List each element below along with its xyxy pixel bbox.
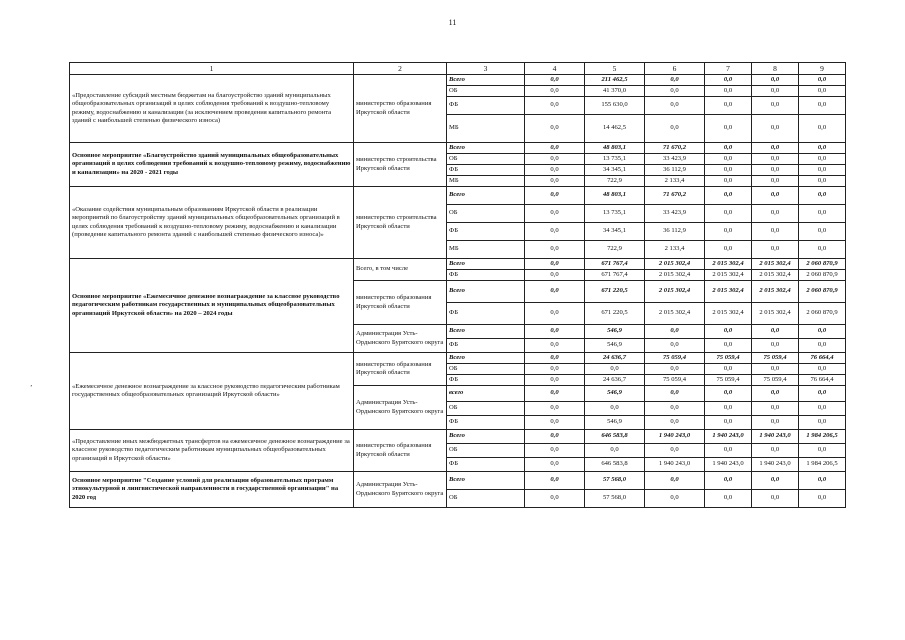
amount-cell: 0,0 (705, 165, 752, 176)
amount-cell: 0,0 (799, 143, 846, 154)
amount-cell: 0,0 (645, 75, 705, 86)
amount-cell: 0,0 (799, 472, 846, 490)
amount-cell: 0,0 (705, 205, 752, 223)
amount-cell: 0,0 (525, 205, 585, 223)
funding-source: ОБ (447, 86, 525, 97)
amount-cell: 0,0 (752, 205, 799, 223)
amount-cell: 0,0 (705, 416, 752, 430)
funding-source: Всего (447, 325, 525, 339)
executor: министерство образования Иркутской области (354, 75, 447, 143)
amount-cell: 155 630,0 (585, 97, 645, 115)
amount-cell: 0,0 (799, 444, 846, 458)
amount-cell: 546,9 (585, 416, 645, 430)
funding-source: ФБ (447, 270, 525, 281)
header-cell: 5 (585, 63, 645, 75)
header-cell: 9 (799, 63, 846, 75)
funding-source: Всего (447, 259, 525, 270)
amount-cell: 0,0 (705, 97, 752, 115)
funding-source: всего (447, 386, 525, 402)
amount-cell: 1 940 243,0 (645, 458, 705, 472)
amount-cell: 546,9 (585, 386, 645, 402)
amount-cell: 0,0 (525, 115, 585, 143)
amount-cell: 0,0 (525, 386, 585, 402)
amount-cell: 24 636,7 (585, 375, 645, 386)
amount-cell: 13 735,1 (585, 154, 645, 165)
funding-source: ФБ (447, 223, 525, 241)
amount-cell: 0,0 (645, 325, 705, 339)
amount-cell: 0,0 (799, 325, 846, 339)
activity-description: «Предоставление иных межбюджетных трансфертов на ежемесячное денежное вознаграждение за классное руководство педагогическим работникам муниципальных общеобразовательных организаций в Иркутской области» (70, 430, 354, 472)
amount-cell: 0,0 (525, 430, 585, 444)
amount-cell: 0,0 (799, 165, 846, 176)
amount-cell: 0,0 (705, 472, 752, 490)
amount-cell: 75 059,4 (752, 353, 799, 364)
amount-cell: 2 015 302,4 (752, 303, 799, 325)
amount-cell: 0,0 (525, 187, 585, 205)
amount-cell: 71 670,2 (645, 143, 705, 154)
amount-cell: 2 133,4 (645, 241, 705, 259)
amount-cell: 0,0 (645, 416, 705, 430)
executor: министерство образования Иркутской области (354, 281, 447, 325)
amount-cell: 0,0 (525, 303, 585, 325)
funding-source: ОБ (447, 402, 525, 416)
amount-cell: 1 940 243,0 (705, 458, 752, 472)
funding-source: МБ (447, 115, 525, 143)
amount-cell: 0,0 (752, 165, 799, 176)
amount-cell: 0,0 (705, 386, 752, 402)
amount-cell: 0,0 (645, 115, 705, 143)
amount-cell: 0,0 (705, 402, 752, 416)
amount-cell: 76 664,4 (799, 353, 846, 364)
funding-source: ФБ (447, 165, 525, 176)
amount-cell: 646 583,8 (585, 458, 645, 472)
amount-cell: 0,0 (645, 86, 705, 97)
amount-cell: 0,0 (525, 86, 585, 97)
amount-cell: 0,0 (585, 364, 645, 375)
table-row (70, 143, 846, 154)
amount-cell: 0,0 (525, 75, 585, 86)
amount-cell: 0,0 (705, 241, 752, 259)
amount-cell: 0,0 (752, 416, 799, 430)
amount-cell: 0,0 (585, 402, 645, 416)
amount-cell: 2 015 302,4 (645, 259, 705, 270)
amount-cell: 2 015 302,4 (645, 270, 705, 281)
amount-cell: 1 940 243,0 (645, 430, 705, 444)
amount-cell: 722,9 (585, 241, 645, 259)
amount-cell: 0,0 (752, 176, 799, 187)
activity-description: Основное мероприятие «Благоустройство зданий муниципальных общеобразовательных организаций в целях соблюдения требований к воздушно-тепловому режиму, водоснабжению и канализации» на 2020 - 2021 годы (70, 143, 354, 187)
amount-cell: 0,0 (525, 270, 585, 281)
executor: Администрация Усть-Ордынского Бурятского округа (354, 472, 447, 508)
amount-cell: 671 767,4 (585, 270, 645, 281)
amount-cell: 33 423,9 (645, 154, 705, 165)
amount-cell: 2 015 302,4 (705, 270, 752, 281)
amount-cell: 0,0 (799, 223, 846, 241)
amount-cell: 2 060 870,9 (799, 281, 846, 303)
amount-cell: 0,0 (645, 364, 705, 375)
amount-cell: 0,0 (525, 458, 585, 472)
funding-source: ФБ (447, 375, 525, 386)
amount-cell: 0,0 (525, 472, 585, 490)
amount-cell: 0,0 (705, 490, 752, 508)
amount-cell: 13 735,1 (585, 205, 645, 223)
amount-cell: 48 803,1 (585, 187, 645, 205)
amount-cell: 0,0 (752, 402, 799, 416)
funding-source: Всего (447, 281, 525, 303)
table-row (70, 430, 846, 444)
amount-cell: 0,0 (799, 205, 846, 223)
funding-source: Всего (447, 75, 525, 86)
amount-cell: 34 345,1 (585, 223, 645, 241)
amount-cell: 1 984 206,5 (799, 458, 846, 472)
funding-source: ФБ (447, 97, 525, 115)
amount-cell: 1 940 243,0 (752, 430, 799, 444)
amount-cell: 0,0 (752, 86, 799, 97)
amount-cell: 546,9 (585, 325, 645, 339)
amount-cell: 0,0 (645, 339, 705, 353)
funding-source: ОБ (447, 490, 525, 508)
funding-source: Всего (447, 472, 525, 490)
amount-cell: 0,0 (645, 490, 705, 508)
amount-cell: 0,0 (525, 364, 585, 375)
table-row (70, 353, 846, 364)
table-row (70, 259, 846, 270)
amount-cell: 2 015 302,4 (752, 270, 799, 281)
amount-cell: 41 370,0 (585, 86, 645, 97)
funding-source: МБ (447, 241, 525, 259)
amount-cell: 0,0 (525, 143, 585, 154)
amount-cell: 0,0 (525, 176, 585, 187)
amount-cell: 646 583,8 (585, 430, 645, 444)
amount-cell: 0,0 (705, 86, 752, 97)
amount-cell: 0,0 (645, 444, 705, 458)
activity-description: Основное мероприятие "Создание условий для реализации образовательных программ этнокультурной и лингвистической направленности в государственной организации" на 2020 год (70, 472, 354, 508)
amount-cell: 0,0 (752, 143, 799, 154)
margin-mark: ʼ (30, 384, 33, 392)
amount-cell: 75 059,4 (752, 375, 799, 386)
amount-cell: 75 059,4 (705, 353, 752, 364)
table-row (70, 187, 846, 205)
amount-cell: 2 015 302,4 (705, 303, 752, 325)
amount-cell: 1 940 243,0 (705, 430, 752, 444)
amount-cell: 0,0 (799, 364, 846, 375)
amount-cell: 0,0 (752, 115, 799, 143)
funding-source: ОБ (447, 205, 525, 223)
amount-cell: 0,0 (752, 97, 799, 115)
activity-description: «Оказание содействия муниципальным образованиям Иркутской области в реализации мероприятий по благоустройству зданий муниципальных общеобразовательных организаций в целях соблюдения требований к воздушно-тепловому режиму, водоснабжению и канализации (проведение капитального ремонта зданий с наибольшей степенью физического износа)» (70, 187, 354, 259)
amount-cell: 48 803,1 (585, 143, 645, 154)
amount-cell: 0,0 (525, 97, 585, 115)
header-cell: 3 (447, 63, 525, 75)
amount-cell: 0,0 (525, 281, 585, 303)
amount-cell: 0,0 (525, 325, 585, 339)
amount-cell: 0,0 (645, 472, 705, 490)
table-row (70, 472, 846, 490)
funding-source: ФБ (447, 416, 525, 430)
amount-cell: 2 015 302,4 (752, 281, 799, 303)
funding-source: ФБ (447, 303, 525, 325)
executor: Администрация Усть-Ордынского Бурятского округа (354, 325, 447, 353)
header-cell: 2 (354, 63, 447, 75)
page-number: 11 (448, 18, 457, 27)
amount-cell: 2 015 302,4 (752, 259, 799, 270)
amount-cell: 0,0 (799, 176, 846, 187)
amount-cell: 0,0 (525, 375, 585, 386)
funding-source: ФБ (447, 339, 525, 353)
amount-cell: 0,0 (799, 115, 846, 143)
amount-cell: 76 664,4 (799, 375, 846, 386)
amount-cell: 0,0 (799, 402, 846, 416)
amount-cell: 1 984 206,5 (799, 430, 846, 444)
executor: Всего, в том числе (354, 259, 447, 281)
amount-cell: 0,0 (645, 97, 705, 115)
amount-cell: 0,0 (525, 241, 585, 259)
amount-cell: 2 015 302,4 (645, 281, 705, 303)
amount-cell: 0,0 (645, 402, 705, 416)
amount-cell: 71 670,2 (645, 187, 705, 205)
header-cell: 4 (525, 63, 585, 75)
activity-description: «Ежемесячное денежное вознаграждение за классное руководство педагогическим работникам государственных общеобразовательных организаций Иркутской области» (70, 353, 354, 430)
amount-cell: 2 060 870,9 (799, 259, 846, 270)
amount-cell: 57 568,0 (585, 490, 645, 508)
amount-cell: 0,0 (525, 444, 585, 458)
amount-cell: 0,0 (705, 187, 752, 205)
amount-cell: 34 345,1 (585, 165, 645, 176)
amount-cell: 0,0 (705, 223, 752, 241)
amount-cell: 0,0 (525, 154, 585, 165)
amount-cell: 0,0 (525, 416, 585, 430)
funding-source: ОБ (447, 444, 525, 458)
amount-cell: 0,0 (799, 339, 846, 353)
amount-cell: 0,0 (752, 490, 799, 508)
amount-cell: 0,0 (705, 143, 752, 154)
amount-cell: 0,0 (752, 75, 799, 86)
amount-cell: 2 060 870,9 (799, 270, 846, 281)
amount-cell: 14 462,5 (585, 115, 645, 143)
amount-cell: 0,0 (705, 325, 752, 339)
amount-cell: 0,0 (705, 444, 752, 458)
amount-cell: 0,0 (752, 472, 799, 490)
amount-cell: 0,0 (752, 325, 799, 339)
amount-cell: 2 015 302,4 (705, 259, 752, 270)
amount-cell: 0,0 (752, 241, 799, 259)
amount-cell: 0,0 (525, 490, 585, 508)
amount-cell: 0,0 (799, 75, 846, 86)
amount-cell: 75 059,4 (705, 375, 752, 386)
amount-cell: 0,0 (705, 176, 752, 187)
executor: министерство строительства Иркутской области (354, 187, 447, 259)
budget-table (69, 62, 846, 508)
amount-cell: 0,0 (585, 444, 645, 458)
amount-cell: 0,0 (705, 154, 752, 165)
amount-cell: 75 059,4 (645, 375, 705, 386)
amount-cell: 75 059,4 (645, 353, 705, 364)
amount-cell: 0,0 (752, 444, 799, 458)
funding-source: ОБ (447, 364, 525, 375)
header-cell: 8 (752, 63, 799, 75)
amount-cell: 671 220,5 (585, 303, 645, 325)
funding-source: Всего (447, 187, 525, 205)
amount-cell: 1 940 243,0 (752, 458, 799, 472)
amount-cell: 2 015 302,4 (705, 281, 752, 303)
amount-cell: 0,0 (799, 187, 846, 205)
funding-source: Всего (447, 143, 525, 154)
amount-cell: 2 060 870,9 (799, 303, 846, 325)
executor: министерство образования Иркутской области (354, 430, 447, 472)
amount-cell: 0,0 (752, 187, 799, 205)
amount-cell: 0,0 (705, 75, 752, 86)
amount-cell: 57 568,0 (585, 472, 645, 490)
amount-cell: 0,0 (752, 223, 799, 241)
amount-cell: 0,0 (525, 223, 585, 241)
header-cell: 1 (70, 63, 354, 75)
table-row (70, 75, 846, 86)
funding-source: ОБ (447, 154, 525, 165)
header-row (70, 63, 846, 75)
amount-cell: 0,0 (525, 402, 585, 416)
amount-cell: 0,0 (752, 154, 799, 165)
funding-source: ФБ (447, 458, 525, 472)
amount-cell: 211 462,5 (585, 75, 645, 86)
amount-cell: 0,0 (525, 165, 585, 176)
executor: министерство строительства Иркутской области (354, 143, 447, 187)
funding-source: Всего (447, 353, 525, 364)
amount-cell: 0,0 (799, 97, 846, 115)
funding-source: МБ (447, 176, 525, 187)
amount-cell: 0,0 (752, 386, 799, 402)
amount-cell: 671 767,4 (585, 259, 645, 270)
amount-cell: 0,0 (525, 339, 585, 353)
header-cell: 7 (705, 63, 752, 75)
amount-cell: 671 220,5 (585, 281, 645, 303)
amount-cell: 0,0 (705, 364, 752, 375)
amount-cell: 0,0 (525, 259, 585, 270)
activity-description: «Предоставление субсидий местным бюджетам на благоустройство зданий муниципальных общеобразовательных организаций в целях соблюдения требований к воздушно-тепловому режиму, водоснабжению и канализации (за исключением проведения капитального ремонта зданий с наибольшей степенью физического износа) (70, 75, 354, 143)
amount-cell: 722,9 (585, 176, 645, 187)
amount-cell: 0,0 (645, 386, 705, 402)
amount-cell: 0,0 (752, 339, 799, 353)
amount-cell: 546,9 (585, 339, 645, 353)
amount-cell: 2 133,4 (645, 176, 705, 187)
amount-cell: 0,0 (752, 364, 799, 375)
amount-cell: 24 636,7 (585, 353, 645, 364)
header-cell: 6 (645, 63, 705, 75)
amount-cell: 0,0 (525, 353, 585, 364)
amount-cell: 0,0 (705, 115, 752, 143)
amount-cell: 0,0 (799, 86, 846, 97)
activity-description: Основное мероприятие «Ежемесячное денежное вознаграждение за классное руководство педагогическим работникам государственных и муниципальных общеобразовательных организаций Иркутской области» на 2020 – 2024 годы (70, 259, 354, 353)
amount-cell: 33 423,9 (645, 205, 705, 223)
amount-cell: 0,0 (705, 339, 752, 353)
amount-cell: 0,0 (799, 241, 846, 259)
amount-cell: 2 015 302,4 (645, 303, 705, 325)
amount-cell: 0,0 (799, 490, 846, 508)
amount-cell: 36 112,9 (645, 165, 705, 176)
funding-source: Всего (447, 430, 525, 444)
executor: Администрация Усть-Ордынского Бурятского округа (354, 386, 447, 430)
amount-cell: 0,0 (799, 386, 846, 402)
amount-cell: 0,0 (799, 416, 846, 430)
amount-cell: 36 112,9 (645, 223, 705, 241)
amount-cell: 0,0 (799, 154, 846, 165)
executor: министерство образования Иркутской области (354, 353, 447, 386)
